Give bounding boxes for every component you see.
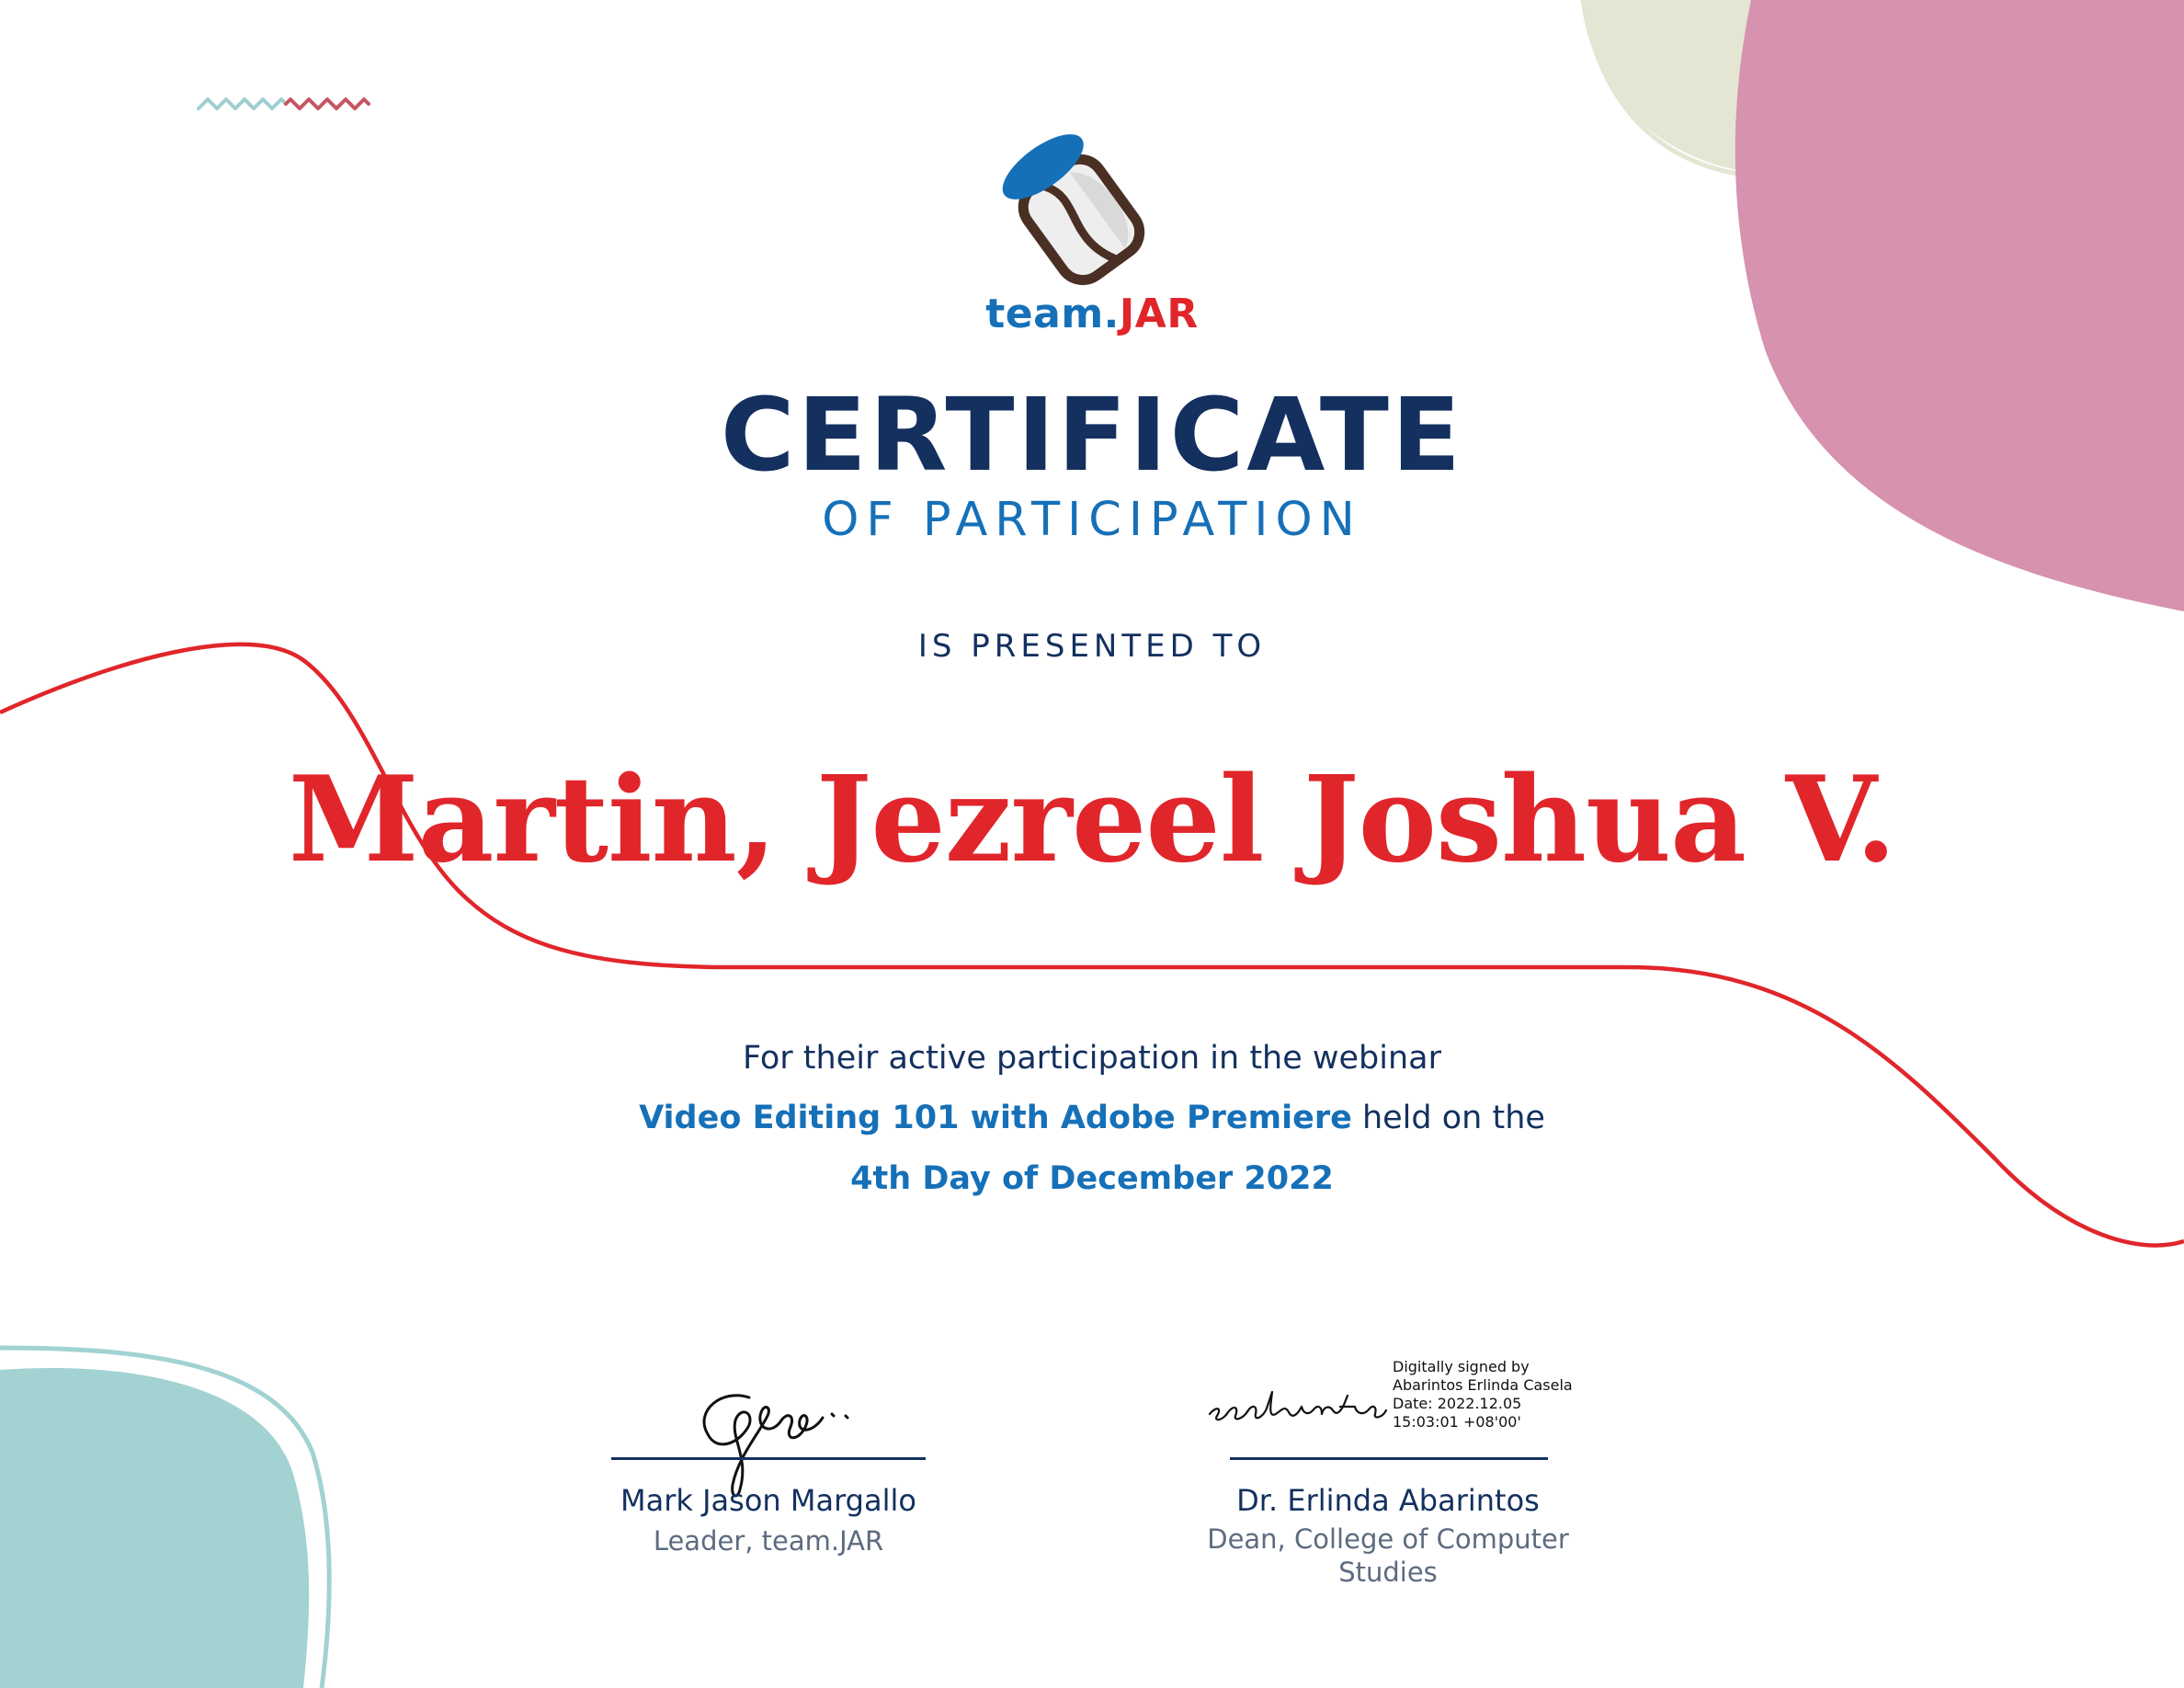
digital-signature-line1: Digitally signed by [1393, 1358, 1530, 1375]
signature-line-left [611, 1457, 926, 1460]
held-on-text: held on the [1351, 1100, 1545, 1136]
signatory-name-left: Mark Jason Margallo [620, 1483, 916, 1518]
presented-to-label: IS PRESENTED TO [917, 628, 1267, 665]
zigzag-ornament-red [286, 99, 369, 108]
signature-line-right [1230, 1457, 1548, 1460]
signatory-title-left: Leader, team.JAR [653, 1525, 884, 1557]
participation-text: For their active participation in the webinar [742, 1040, 1442, 1077]
certificate-title: CERTIFICATE [720, 376, 1464, 494]
webinar-title: Video Editing 101 with Adobe Premiere [639, 1100, 1352, 1136]
signatory-name-right: Dr. Erlinda Abarintos [1236, 1483, 1540, 1518]
jar-logo-icon [984, 120, 1167, 294]
brand-jar: JAR [1119, 291, 1199, 337]
certificate-subtitle: OF PARTICIPATION [822, 493, 1362, 547]
digital-signature-line3: Date: 2022.12.05 [1393, 1395, 1522, 1412]
signatory-title-right: Dean, College of Computer Studies [1207, 1523, 1569, 1588]
brand-team: team. [985, 291, 1120, 337]
digital-signature-block [1393, 1358, 1595, 1431]
teal-blob [0, 1368, 309, 1688]
signature-abarintos-icon [1202, 1379, 1391, 1434]
zigzag-ornament-teal [199, 99, 286, 108]
digital-signature-line4: 15:03:01 +08'00' [1393, 1413, 1521, 1431]
red-wave-line [0, 644, 2184, 1246]
brand-wordmark [0, 291, 2184, 337]
recipient-name: Martin, Jezreel Joshua V. [288, 751, 1896, 889]
digital-signature-line2: Abarintos Erlinda Casela [1393, 1376, 1573, 1394]
event-date: 4th Day of December 2022 [850, 1160, 1334, 1197]
webinar-line [0, 1102, 2184, 1135]
